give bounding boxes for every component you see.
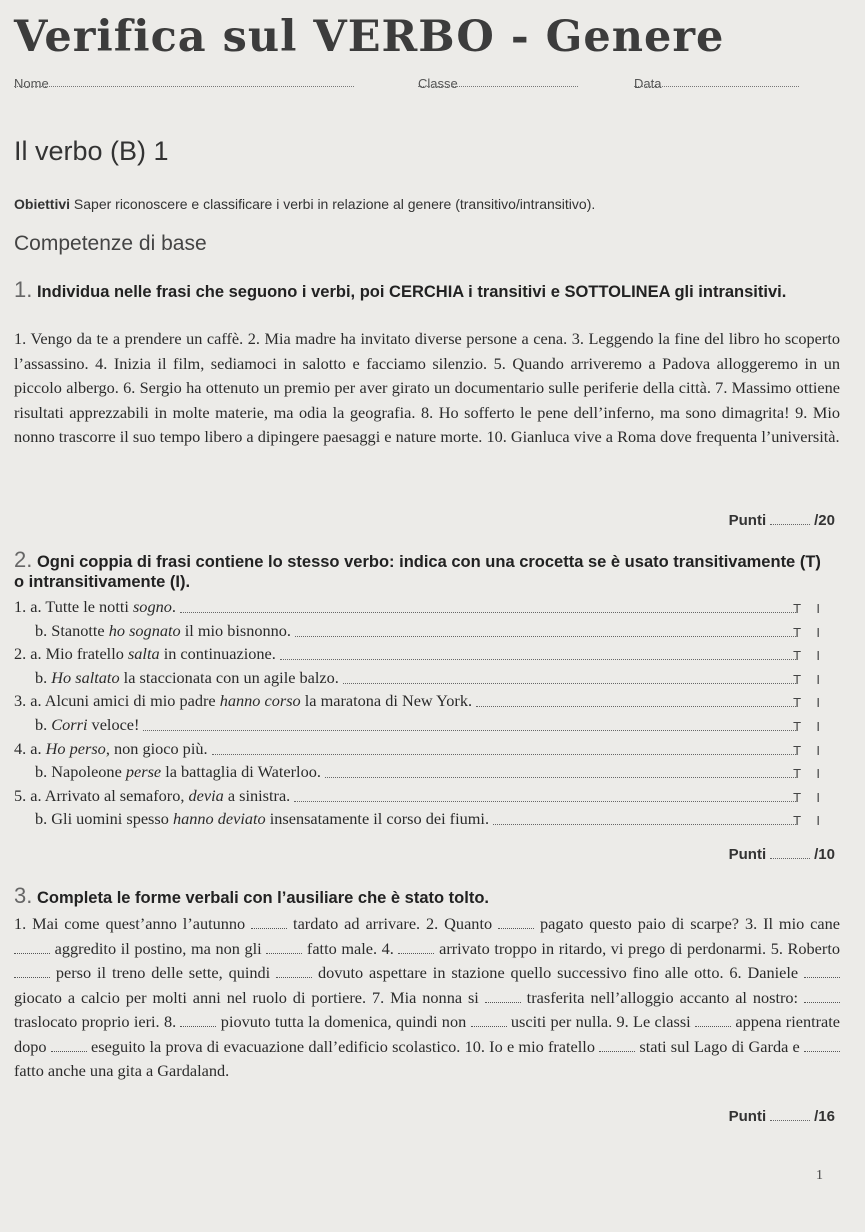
exercise-2-sentence [35,808,489,830]
blank-field[interactable] [695,1016,731,1027]
sentence-text: eseguito la prova di evacuazione dall’edificio scolastico. 10. Io e mio fratello [86,1036,600,1056]
exercise-3-instruction-text: Completa le forme verbali con l’ausiliare che è stato tolto. [36,889,489,907]
points-field[interactable] [770,514,810,525]
name-label: Nome [14,76,49,91]
class-field[interactable] [418,76,578,87]
ti-options[interactable]: T I [793,813,826,829]
page-number: 1 [816,1168,823,1183]
blank-field[interactable] [471,1016,507,1027]
competence-heading: Competenze di base [14,232,207,255]
section-title: Il verbo (B) 1 [14,136,169,166]
blank-field[interactable] [276,967,312,978]
item-id: 1. a. [14,597,46,616]
item-id: b. [35,809,52,829]
exercise-2-sentence [35,667,339,689]
item-id: 5. a. [14,785,45,805]
item-id: b. [35,620,52,640]
exercise-2-sentence [14,596,176,618]
ti-options[interactable]: T I [793,624,826,640]
ti-options[interactable]: T I [793,742,826,758]
exercise-2-sentence [14,643,276,665]
exercise-3-number: 3. [14,883,33,908]
verb-highlight: Corri [51,715,88,734]
sentence-text: usciti per nulla. 9. Le classi [506,1012,696,1031]
ti-options[interactable]: T I [793,671,826,687]
ti-options[interactable]: T I [793,766,826,782]
blank-field[interactable] [599,1041,635,1052]
sentence-text: tardato ad arrivare. 2. Quanto [287,914,499,933]
verb-highlight: hanno corso [219,691,301,711]
exercise-2-sentence [14,738,208,760]
sentence-text: Napoleone [51,762,126,782]
sentence-text: trasferita nell’alloggio accanto al nostro: [520,987,805,1007]
sentence-text: fatto anche una gita a Gardaland. [14,1061,230,1080]
exercise-2-item [14,620,826,642]
objectives [14,196,595,212]
verb-highlight: salta [127,644,160,664]
page-title: Verifica sul VERBO - Genere [14,12,725,62]
blank-field[interactable] [180,1016,216,1027]
ti-options[interactable]: T I [793,648,826,664]
item-id: b. [35,715,52,734]
sentence-text: pagato questo paio di scarpe? 3. Il mio cane [534,914,841,933]
sentence-text: Gli uomini spesso [51,809,173,829]
exercise-2-sentence [14,785,290,807]
ti-options[interactable]: T I [793,789,826,805]
sentence-text: , non gioco più. [105,738,208,758]
exercise-2-item [14,596,826,618]
exercise-2-item [14,714,826,736]
item-id: 2. a. [14,644,46,664]
blank-field[interactable] [804,992,840,1003]
ti-options[interactable]: T I [793,695,826,711]
class-label: Classe [418,76,458,91]
blank-field[interactable] [498,918,534,929]
sentence-text: a sinistra. [223,785,291,805]
sentence-text: in continuazione. [159,644,276,664]
verb-highlight: sogno [132,597,172,616]
exercise-2-sentence [14,690,472,712]
item-id: b. [35,667,52,687]
blank-field[interactable] [251,918,287,929]
sentence-text: la maratona di New York. [300,691,473,711]
sentence-text: insensatamente il corso dei fiumi. [265,809,490,829]
sentence-text: Tutte le notti [45,597,133,616]
points-field[interactable] [770,1110,810,1121]
answer-line[interactable] [325,777,796,778]
sentence-text: veloce! [87,715,140,734]
item-id: 4. a. [14,738,46,758]
points-total: /16 [814,1108,835,1125]
objectives-text: Saper riconoscere e classificare i verbi in relazione al genere (transitivo/intransitivo). [73,196,596,212]
sentence-text: piovuto tutta la domenica, quindi non [216,1012,471,1031]
date-label: Data [634,76,662,91]
sentence-text: traslocato proprio ieri. 8. [14,1012,181,1031]
sentence-text: il mio bisnonno. [180,620,292,640]
answer-line[interactable] [180,612,796,613]
points-label: Punti [728,846,767,863]
exercise-2-sentence [35,714,139,736]
date-field[interactable] [634,76,799,87]
exercise-2-item [14,690,826,712]
points-total: /20 [814,512,835,529]
answer-line[interactable] [143,730,796,731]
sentence-text: Mio fratello [45,644,128,664]
sentence-text: la battaglia di Waterloo. [161,762,321,782]
objectives-label: Obiettivi [14,196,71,212]
exercise-2-number: 2. [14,547,33,572]
verb-highlight: perse [125,762,162,782]
points-field[interactable] [770,848,810,859]
blank-field[interactable] [266,943,302,954]
exercise-2-sentence [35,620,291,642]
exercise-1-text: 1. Vengo da te a prendere un caffè. 2. Mia madre ha invitato diverse persone a cena. 3. Leggendo la fine del libro ho scoperto l’assassino. 4. Inizia il film, sediamoci in salotto e facciamo silenzio. 5. Quando arriveremo a Padova alloggeremo in un piccolo albergo. 6. Sergio ha ottenuto un premio per aver girato un documentario sulle periferie della città. 7. Massimo ottiene risultati apprezzabili in molte materie, ma odia la geografia. 8. Ho sofferto le pene dell’inferno, ma sono dimagrita! 9. Mio nonno trascorre il suo tempo libero a dipingere paesaggi e nature morte. 10. Gianluca vive a Roma dove frequenta l’università. [14,329,840,447]
blank-field[interactable] [398,943,434,954]
name-field[interactable] [14,76,354,87]
exercise-1-instruction-text: Individua nelle frasi che seguono i verbi, poi CERCHIA i transitivi e SOTTOLINEA gli intransitivi. [36,283,787,301]
sentence-text: 1. Mai come quest’anno l’autunno [14,914,252,933]
sentence-text: . [171,597,176,616]
exercise-2-item [14,667,826,689]
blank-field[interactable] [14,943,50,954]
blank-field[interactable] [485,992,521,1003]
answer-line[interactable] [295,636,796,637]
exercise-2-sentence [35,761,321,783]
ti-options[interactable]: T I [793,719,826,734]
exercise-2-item [14,785,826,807]
exercise-3-instruction [14,883,834,908]
sentence-text: arrivato troppo in ritardo, vi prego di perdonarmi. 5. Roberto [434,938,840,958]
answer-line[interactable] [493,824,796,825]
points-label: Punti [728,512,767,529]
answer-line[interactable] [476,706,796,707]
points-total: /10 [814,846,835,863]
answer-line[interactable] [294,801,796,802]
exercise-2-instruction-text: Ogni coppia di frasi contiene lo stesso verbo: indica con una crocetta se è usato transitivamente (T) o intransitivamente (I). [14,553,821,591]
ti-options[interactable]: T I [793,601,826,616]
verb-highlight: hanno deviato [172,809,266,829]
blank-field[interactable] [804,1041,840,1052]
verb-highlight: devia [188,785,224,805]
exercise-3-points [729,1108,835,1125]
sentence-text: giocato a calcio per molti anni nel ruolo di portiere. 7. Mia nonna si [14,987,485,1007]
sentence-text: Alcuni amici di mio padre [44,691,220,711]
exercise-2-item [14,808,826,830]
sentence-text: Stanotte [51,620,109,640]
exercise-1-points [729,512,835,529]
answer-line[interactable] [280,659,796,660]
exercise-2-item [14,738,826,760]
verb-highlight: Ho perso [45,738,106,758]
exercise-3-text [14,912,840,1084]
blank-field[interactable] [51,1041,87,1052]
blank-field[interactable] [14,967,50,978]
sentence-text: aggredito il postino, ma non gli [50,938,267,958]
sentence-text: dovuto aspettare in stazione quello successivo fino alle otto. 6. Daniele [312,963,804,982]
blank-field[interactable] [804,967,840,978]
sentence-text: stati sul Lago di Garda e [635,1036,804,1056]
sentence-text: Arrivato al semaforo, [44,785,189,805]
verb-highlight: Ho saltato [51,667,120,687]
exercise-2-instruction [14,547,834,592]
sentence-text: la staccionata con un agile balzo. [119,667,339,687]
item-id: b. [35,762,52,782]
verb-highlight: ho sognato [108,620,181,640]
item-id: 3. a. [14,691,45,711]
exercise-1-number: 1. [14,277,33,302]
exercise-1-instruction [14,277,834,302]
sentence-text: appena rientrate dopo [14,1012,841,1056]
exercise-2-points [729,846,835,863]
points-label: Punti [728,1108,767,1125]
sentence-text: fatto male. 4. [302,938,399,958]
exercise-2-item [14,643,826,665]
exercise-2-item [14,761,826,783]
answer-line[interactable] [212,754,796,755]
sentence-text: perso il treno delle sette, quindi [50,963,277,982]
answer-line[interactable] [343,683,796,684]
